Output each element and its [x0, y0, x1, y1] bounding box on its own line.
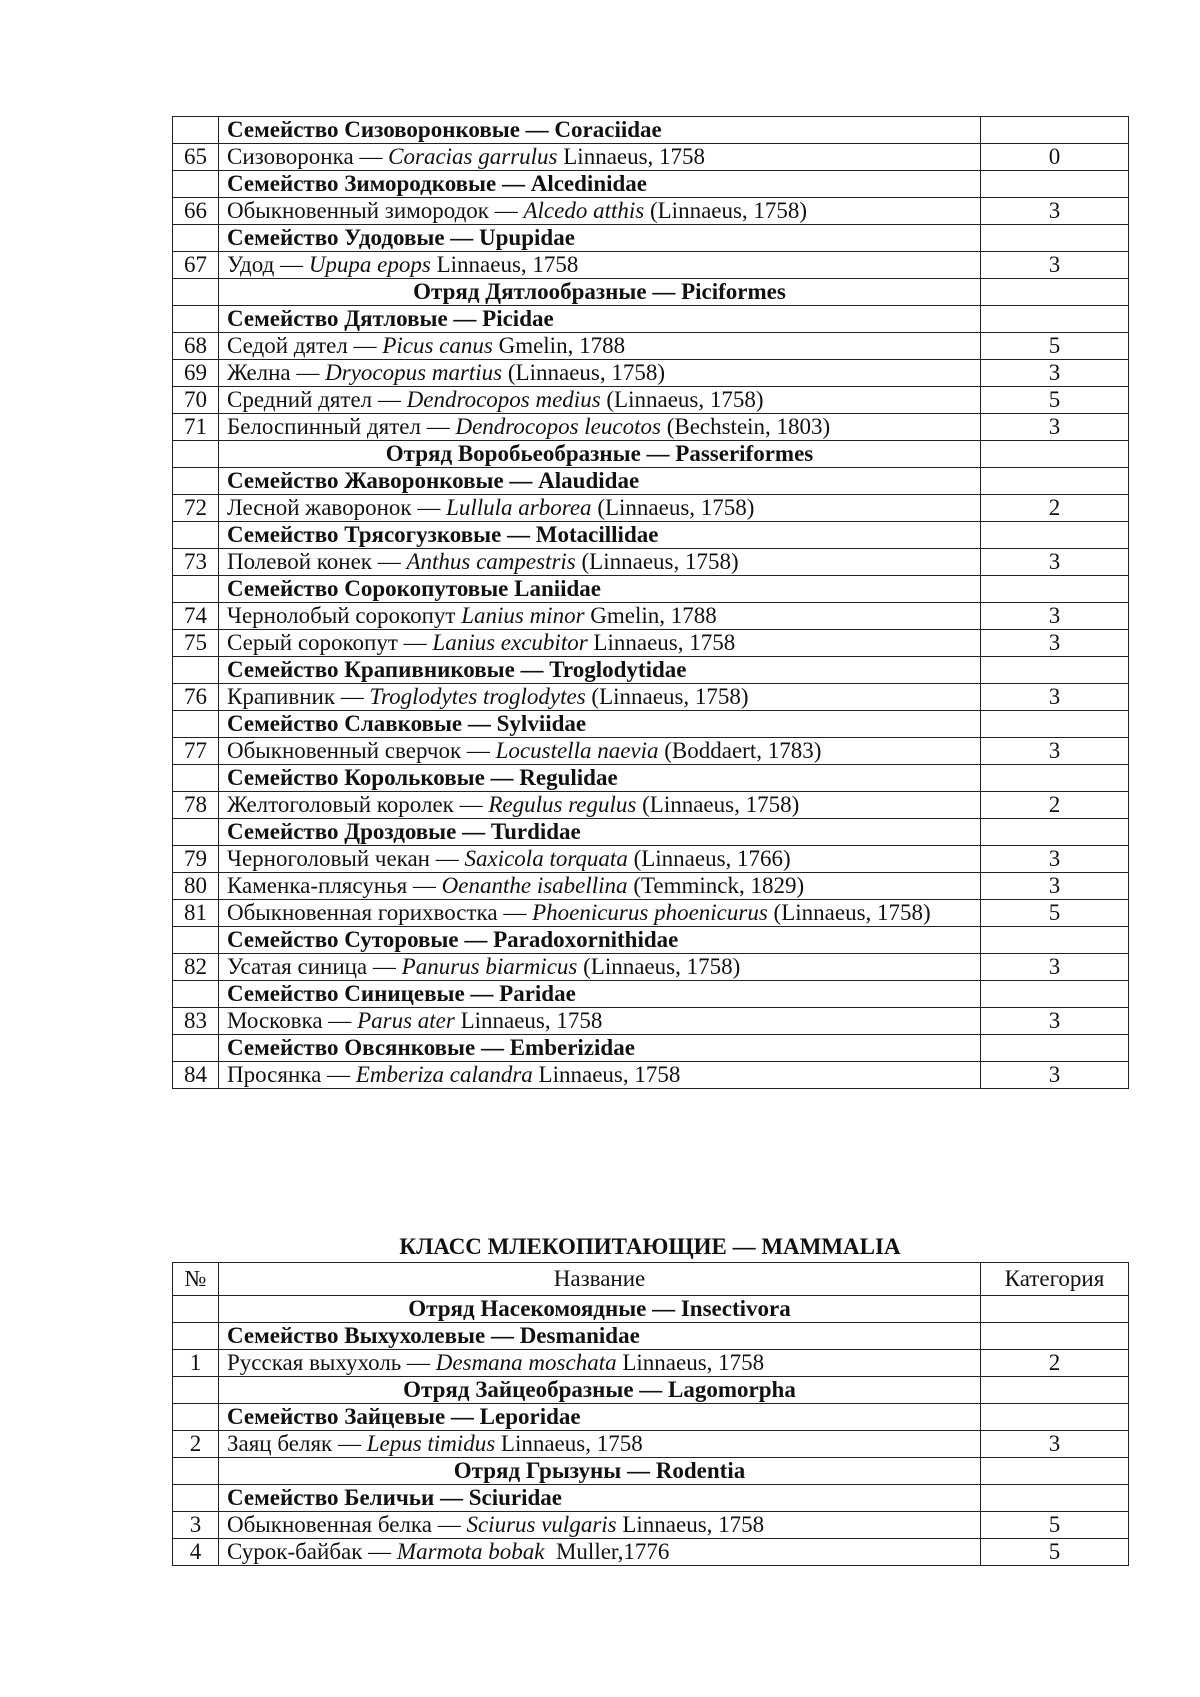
family-row [173, 522, 1129, 549]
row-number: 65 [173, 144, 219, 171]
russian-name: Лесной жаворонок — [227, 495, 447, 520]
author-year: Linnaeus, 1758 [587, 630, 736, 655]
row-number [173, 1035, 219, 1062]
row-category: 3 [981, 360, 1129, 387]
russian-name: Удод — [227, 252, 309, 277]
latin-name: Alcedo atthis [523, 198, 645, 223]
family-row [173, 981, 1129, 1008]
latin-name: Lepus timidus [366, 1431, 496, 1456]
row-name [219, 333, 981, 360]
russian-name: Обыкновенный сверчок — [227, 738, 496, 763]
row-category [981, 522, 1129, 549]
row-category: 3 [981, 684, 1129, 711]
row-number: 73 [173, 549, 219, 576]
latin-name: Lullula arborea [446, 495, 592, 520]
family-row [173, 576, 1129, 603]
row-number [173, 225, 219, 252]
russian-name: Русская выхухоль — [227, 1350, 436, 1375]
row-number [173, 1323, 219, 1350]
row-name: Семейство Зайцевые — Leporidae [219, 1404, 981, 1431]
author-year: Gmelin, 1788 [584, 603, 717, 628]
row-name: Отряд Дятлообразные — Piciformes [219, 279, 981, 306]
row-name [219, 846, 981, 873]
row-number: 83 [173, 1008, 219, 1035]
row-category: 3 [981, 873, 1129, 900]
author-year: Linnaeus, 1758 [616, 1512, 765, 1537]
row-category: 3 [981, 603, 1129, 630]
table-header-row [173, 1263, 1129, 1296]
row-number: 70 [173, 387, 219, 414]
row-name [219, 873, 981, 900]
latin-name: Panurus biarmicus [401, 954, 578, 979]
author-year: (Bechstein, 1803) [660, 414, 831, 439]
row-name [219, 1512, 981, 1539]
row-name [219, 144, 981, 171]
species-row [173, 387, 1129, 414]
row-category [981, 1485, 1129, 1512]
row-name [219, 738, 981, 765]
author-year: Muller,1776 [544, 1539, 670, 1564]
row-number: 75 [173, 630, 219, 657]
order-row [173, 279, 1129, 306]
latin-name: Phoenicurus phoenicurus [532, 900, 768, 925]
row-category: 3 [981, 549, 1129, 576]
author-year: (Linnaeus, 1758) [636, 792, 800, 817]
species-row [173, 1539, 1129, 1566]
row-category: 5 [981, 333, 1129, 360]
row-name: Семейство Синицевые — Paridae [219, 981, 981, 1008]
row-name: Семейство Беличьи — Sciuridae [219, 1485, 981, 1512]
russian-name: Серый сорокопут — [227, 630, 433, 655]
row-category [981, 1323, 1129, 1350]
row-number [173, 306, 219, 333]
row-name: Семейство Корольковые — Regulidae [219, 765, 981, 792]
row-category: 2 [981, 1350, 1129, 1377]
species-row [173, 846, 1129, 873]
author-year: (Linnaeus, 1758) [585, 684, 749, 709]
row-category [981, 1296, 1129, 1323]
species-row [173, 684, 1129, 711]
latin-name: Upupa epops [308, 252, 431, 277]
row-name: Семейство Жаворонковые — Alaudidae [219, 468, 981, 495]
row-name: Семейство Овсянковые — Emberizidae [219, 1035, 981, 1062]
row-number [173, 1296, 219, 1323]
order-row [173, 1458, 1129, 1485]
row-number: 78 [173, 792, 219, 819]
row-name: Семейство Удодовые — Upupidae [219, 225, 981, 252]
row-name: Семейство Трясогузковые — Motacillidae [219, 522, 981, 549]
row-category [981, 441, 1129, 468]
russian-name: Полевой конек — [227, 549, 407, 574]
family-row [173, 927, 1129, 954]
family-row [173, 1035, 1129, 1062]
row-category [981, 306, 1129, 333]
row-number: 4 [173, 1539, 219, 1566]
row-name: Семейство Суторовые — Paradoxornithidae [219, 927, 981, 954]
species-row [173, 1008, 1129, 1035]
family-row [173, 657, 1129, 684]
row-category: 5 [981, 1539, 1129, 1566]
row-number: 69 [173, 360, 219, 387]
row-category: 3 [981, 198, 1129, 225]
species-row [173, 1350, 1129, 1377]
latin-name: Saxicola torquata [464, 846, 628, 871]
row-number: 76 [173, 684, 219, 711]
russian-name: Заяц беляк — [227, 1431, 367, 1456]
row-number [173, 576, 219, 603]
family-row [173, 711, 1129, 738]
row-number: 1 [173, 1350, 219, 1377]
latin-name: Coracias garrulus [388, 144, 558, 169]
row-category: 0 [981, 144, 1129, 171]
row-name [219, 1008, 981, 1035]
family-row [173, 171, 1129, 198]
row-name: Семейство Сорокопутовые Laniidae [219, 576, 981, 603]
author-year: Linnaeus, 1758 [495, 1431, 643, 1456]
row-category [981, 1377, 1129, 1404]
row-name: Отряд Грызуны — Rodentia [219, 1458, 981, 1485]
row-name [219, 387, 981, 414]
species-row [173, 198, 1129, 225]
family-row [173, 1404, 1129, 1431]
row-category [981, 711, 1129, 738]
author-year: Linnaeus, 1758 [557, 144, 706, 169]
row-number: 2 [173, 1431, 219, 1458]
family-row [173, 1485, 1129, 1512]
header-name: Название [219, 1263, 981, 1296]
latin-name: Dendrocopos leucotos [455, 414, 661, 439]
row-number [173, 1458, 219, 1485]
latin-name: Lanius minor [461, 603, 585, 628]
row-number [173, 657, 219, 684]
latin-name: Troglodytes troglodytes [369, 684, 586, 709]
mammals-table-body [173, 1296, 1129, 1566]
row-number [173, 1377, 219, 1404]
russian-name: Желна — [227, 360, 326, 385]
row-number [173, 1485, 219, 1512]
row-number [173, 441, 219, 468]
row-number [173, 468, 219, 495]
row-category [981, 1458, 1129, 1485]
row-number: 3 [173, 1512, 219, 1539]
row-name [219, 900, 981, 927]
family-row [173, 819, 1129, 846]
row-number [173, 981, 219, 1008]
order-row [173, 1377, 1129, 1404]
row-name [219, 198, 981, 225]
latin-name: Desmana moschata [435, 1350, 617, 1375]
row-category: 3 [981, 1431, 1129, 1458]
row-number: 82 [173, 954, 219, 981]
row-name [219, 1539, 981, 1566]
row-name [219, 1350, 981, 1377]
row-number: 72 [173, 495, 219, 522]
row-number [173, 819, 219, 846]
russian-name: Желтоголовый королек — [227, 792, 489, 817]
russian-name: Каменка-плясунья — [227, 873, 442, 898]
latin-name: Marmota bobak [396, 1539, 545, 1564]
russian-name: Обыкновенный зимородок — [227, 198, 524, 223]
russian-name: Усатая синица — [227, 954, 402, 979]
family-row [173, 117, 1129, 144]
row-category [981, 225, 1129, 252]
author-year: (Linnaeus, 1758) [644, 198, 808, 223]
russian-name: Чернолобый сорокопут [227, 603, 462, 628]
species-row [173, 495, 1129, 522]
species-row [173, 873, 1129, 900]
row-category [981, 981, 1129, 1008]
row-name: Отряд Воробьеобразные — Passeriformes [219, 441, 981, 468]
author-year: (Linnaeus, 1758) [502, 360, 666, 385]
row-category: 3 [981, 252, 1129, 279]
row-number: 77 [173, 738, 219, 765]
row-category [981, 576, 1129, 603]
species-row [173, 333, 1129, 360]
row-name [219, 1431, 981, 1458]
latin-name: Oenanthe isabellina [441, 873, 628, 898]
latin-name: Anthus campestris [406, 549, 576, 574]
row-category [981, 468, 1129, 495]
row-name [219, 954, 981, 981]
species-row [173, 1512, 1129, 1539]
row-category [981, 1035, 1129, 1062]
latin-name: Parus ater [357, 1008, 455, 1033]
author-year: Linnaeus, 1758 [532, 1062, 681, 1087]
latin-name: Lanius excubitor [432, 630, 588, 655]
species-row [173, 144, 1129, 171]
row-category [981, 765, 1129, 792]
row-name [219, 684, 981, 711]
row-category: 5 [981, 1512, 1129, 1539]
mammals-class-title: КЛАСС МЛЕКОПИТАЮЩИЕ — MAMMALIA [399, 1234, 901, 1259]
species-row [173, 414, 1129, 441]
species-row [173, 603, 1129, 630]
latin-name: Emberiza calandra [355, 1062, 533, 1087]
row-name [219, 414, 981, 441]
row-number: 67 [173, 252, 219, 279]
family-row [173, 765, 1129, 792]
row-number: 79 [173, 846, 219, 873]
species-row [173, 1062, 1129, 1089]
row-category: 5 [981, 900, 1129, 927]
latin-name: Dendrocopos medius [406, 387, 601, 412]
row-name [219, 252, 981, 279]
row-category: 3 [981, 414, 1129, 441]
row-category [981, 927, 1129, 954]
row-name [219, 792, 981, 819]
birds-table [172, 116, 1129, 1089]
author-year: (Linnaeus, 1766) [627, 846, 791, 871]
row-number: 74 [173, 603, 219, 630]
row-number: 81 [173, 900, 219, 927]
row-number: 66 [173, 198, 219, 225]
row-name: Семейство Сизоворонковые — Coraciidae [219, 117, 981, 144]
species-row [173, 360, 1129, 387]
row-category: 3 [981, 630, 1129, 657]
row-number: 71 [173, 414, 219, 441]
author-year: (Linnaeus, 1758) [577, 954, 741, 979]
author-year: (Temminck, 1829) [627, 873, 805, 898]
row-name: Семейство Крапивниковые — Troglodytidae [219, 657, 981, 684]
header-category: Категория [981, 1263, 1129, 1296]
row-category [981, 117, 1129, 144]
row-number [173, 279, 219, 306]
russian-name: Белоспинный дятел — [227, 414, 456, 439]
russian-name: Сизоворонка — [227, 144, 389, 169]
row-category [981, 171, 1129, 198]
species-row [173, 792, 1129, 819]
row-number [173, 117, 219, 144]
author-year: Linnaeus, 1758 [430, 252, 579, 277]
order-row [173, 1296, 1129, 1323]
row-number [173, 171, 219, 198]
russian-name: Обыкновенная горихвостка — [227, 900, 533, 925]
latin-name: Locustella naevia [495, 738, 659, 763]
author-year: (Linnaeus, 1758) [600, 387, 764, 412]
russian-name: Средний дятел — [227, 387, 407, 412]
family-row [173, 468, 1129, 495]
author-year: (Linnaeus, 1758) [575, 549, 739, 574]
row-number [173, 711, 219, 738]
russian-name: Просянка — [227, 1062, 356, 1087]
row-name: Семейство Зимородковые — Alcedinidae [219, 171, 981, 198]
species-row [173, 252, 1129, 279]
row-category: 3 [981, 846, 1129, 873]
author-year: (Linnaeus, 1758) [591, 495, 755, 520]
russian-name: Сурок-байбак — [227, 1539, 397, 1564]
family-row [173, 225, 1129, 252]
author-year: Linnaeus, 1758 [616, 1350, 765, 1375]
row-number [173, 1404, 219, 1431]
row-name: Отряд Насекомоядные — Insectivora [219, 1296, 981, 1323]
row-number [173, 765, 219, 792]
russian-name: Московка — [227, 1008, 358, 1033]
row-category: 3 [981, 954, 1129, 981]
species-row [173, 738, 1129, 765]
russian-name: Седой дятел — [227, 333, 383, 358]
row-name: Семейство Славковые — Sylviidae [219, 711, 981, 738]
row-name: Семейство Дроздовые — Turdidae [219, 819, 981, 846]
species-row [173, 1431, 1129, 1458]
row-name [219, 360, 981, 387]
latin-name: Dryocopus martius [325, 360, 503, 385]
row-category: 3 [981, 1008, 1129, 1035]
row-category: 2 [981, 495, 1129, 522]
row-number [173, 927, 219, 954]
order-row [173, 441, 1129, 468]
russian-name: Крапивник — [227, 684, 370, 709]
species-row [173, 549, 1129, 576]
mammals-table [172, 1262, 1129, 1566]
row-number: 68 [173, 333, 219, 360]
row-name [219, 630, 981, 657]
author-year: (Boddaert, 1783) [658, 738, 822, 763]
row-name [219, 1062, 981, 1089]
row-category [981, 657, 1129, 684]
species-row [173, 900, 1129, 927]
header-number: № [173, 1263, 219, 1296]
row-name: Семейство Выхухолевые — Desmanidae [219, 1323, 981, 1350]
row-category [981, 279, 1129, 306]
author-year: Gmelin, 1788 [492, 333, 626, 358]
russian-name: Черноголовый чекан — [227, 846, 465, 871]
row-name: Семейство Дятловые — Picidae [219, 306, 981, 333]
species-row [173, 630, 1129, 657]
latin-name: Regulus regulus [488, 792, 637, 817]
row-category: 3 [981, 738, 1129, 765]
row-number: 84 [173, 1062, 219, 1089]
row-number [173, 522, 219, 549]
row-category: 2 [981, 792, 1129, 819]
row-category: 3 [981, 1062, 1129, 1089]
row-name [219, 549, 981, 576]
family-row [173, 1323, 1129, 1350]
row-category [981, 819, 1129, 846]
birds-table-body [173, 117, 1129, 1089]
author-year: (Linnaeus, 1758) [767, 900, 931, 925]
row-category: 5 [981, 387, 1129, 414]
family-row [173, 306, 1129, 333]
author-year: Linnaeus, 1758 [454, 1008, 603, 1033]
russian-name: Обыкновенная белка — [227, 1512, 467, 1537]
row-category [981, 1404, 1129, 1431]
row-name: Отряд Зайцеобразные — Lagomorpha [219, 1377, 981, 1404]
row-name [219, 603, 981, 630]
species-row [173, 954, 1129, 981]
row-name [219, 495, 981, 522]
row-number: 80 [173, 873, 219, 900]
latin-name: Sciurus vulgaris [466, 1512, 617, 1537]
latin-name: Picus canus [382, 333, 493, 358]
